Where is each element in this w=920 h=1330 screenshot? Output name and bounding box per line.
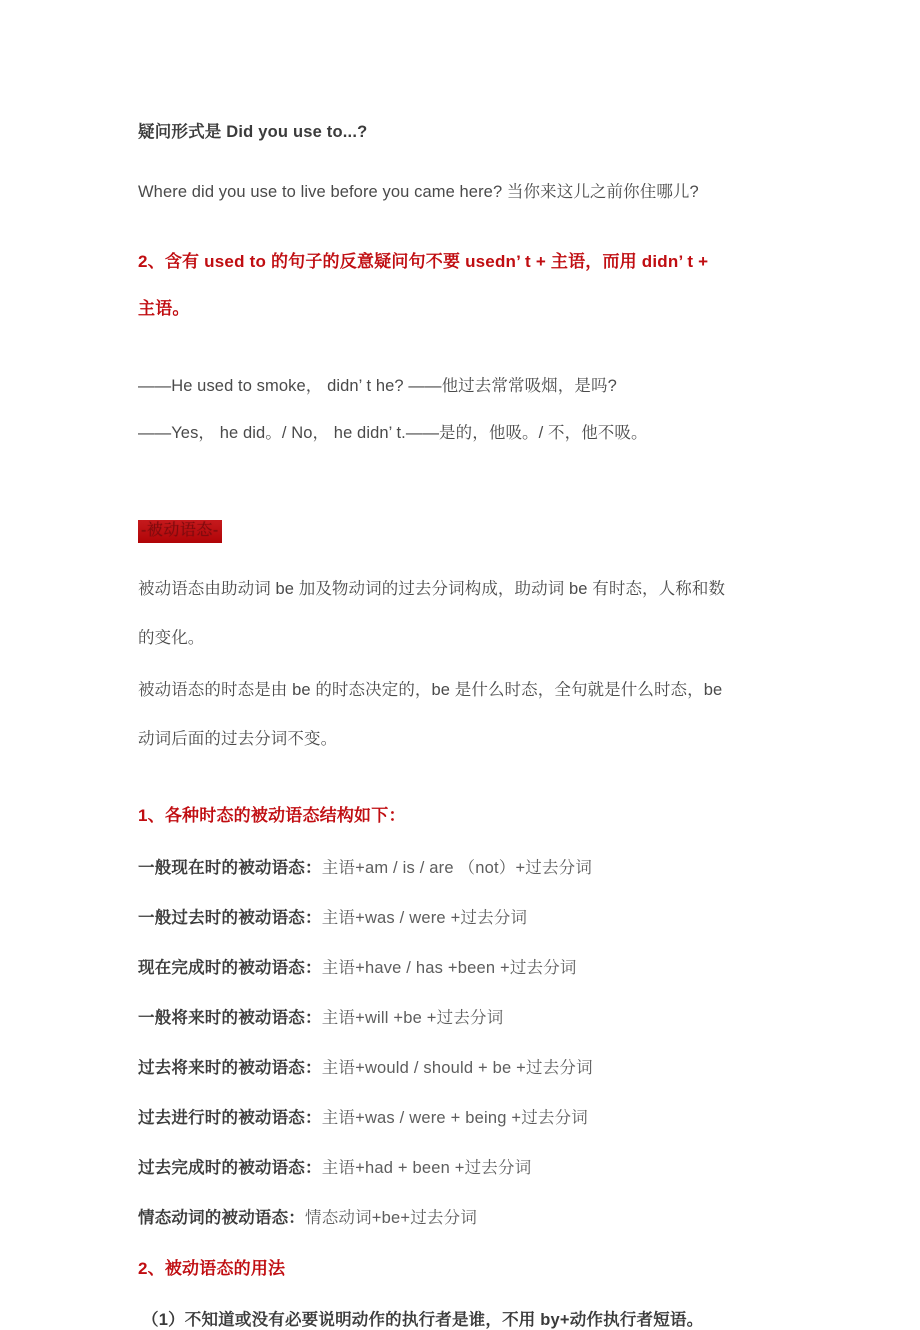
structure-row (138, 1004, 790, 1028)
structure-row-value: 主语+had + been +过去分词 (321, 1159, 532, 1178)
passive-definition-one-line2: 的变化。 (138, 629, 205, 648)
structure-row-label: 过去进行时的被动语态： (138, 1109, 322, 1128)
structure-row-value: 主语+would / should + be +过去分词 (321, 1059, 593, 1078)
usage-point-one: （1）不知道或没有必要说明动作的执行者是谁，不用 by+动作执行者短语。 (142, 1311, 704, 1330)
question-form-example: Where did you use to live before you came here? 当你来这儿之前你住哪儿? (138, 183, 699, 201)
rule-two-examples (138, 363, 790, 457)
structure-row-label: 一般现在时的被动语态： (138, 859, 322, 878)
structure-row-value: 主语+am / is / are （not）+过去分词 (321, 859, 593, 878)
structure-row (138, 904, 790, 928)
rule-two-example-question: ——He used to smoke， didn’ t he? ——他过去常常吸烟，是吗? (138, 377, 617, 395)
structure-row (138, 1154, 790, 1178)
passive-definition-two (138, 666, 790, 764)
passive-definition-two-line2: 动词后面的过去分词不变。 (138, 730, 338, 749)
rule-one-heading: 1、各种时态的被动语态结构如下： (138, 806, 406, 826)
structure-row-label: 一般将来时的被动语态： (138, 1009, 322, 1028)
structure-row (138, 1104, 790, 1128)
question-form-heading: 疑问形式是 Did you use to...? (138, 123, 368, 141)
passive-voice-section-badge-wrap (138, 520, 790, 543)
structure-row-value: 主语+will +be +过去分词 (321, 1009, 504, 1028)
structure-row-label: 过去完成时的被动语态： (138, 1159, 322, 1178)
passive-definition-two-line1: 被动语态的时态是由 be 的时态决定的，be 是什么时态，全句就是什么时态，be (138, 681, 723, 700)
structure-row (138, 854, 790, 878)
rule-two-usage-heading: 2、被动语态的用法 (138, 1259, 286, 1279)
rule-two-example-answer: ——Yes， he did。/ No， he didn’ t.——是的，他吸。/ 不，他不吸。 (138, 424, 648, 442)
structure-row-value: 主语+was / were +过去分词 (321, 909, 528, 928)
structure-row (138, 1204, 790, 1228)
rule-two-heading-line1: 2、含有 used to 的句子的反意疑问句不要 usedn’ t + 主语，而用 didn’ t + (138, 252, 709, 271)
rule-two-heading (138, 238, 790, 332)
passive-definition-one (138, 565, 790, 663)
structure-row-label: 情态动词的被动语态： (138, 1209, 305, 1228)
structure-row-label: 现在完成时的被动语态： (138, 959, 322, 978)
structure-row-value: 主语+was / were + being +过去分词 (321, 1109, 588, 1128)
structure-row-value: 情态动词+be+过去分词 (305, 1209, 478, 1228)
passive-definition-one-line1: 被动语态由助动词 be 加及物动词的过去分词构成，助动词 be 有时态，人称和数 (138, 580, 726, 599)
structure-row (138, 1054, 790, 1078)
passive-voice-section-badge: -被动语态- (138, 520, 222, 543)
structure-row-label: 一般过去时的被动语态： (138, 909, 322, 928)
structure-row (138, 954, 790, 978)
passive-structure-list (138, 854, 790, 1228)
structure-row-label: 过去将来时的被动语态： (138, 1059, 322, 1078)
rule-two-heading-line2: 主语。 (138, 299, 190, 318)
structure-row-value: 主语+have / has +been +过去分词 (321, 959, 577, 978)
